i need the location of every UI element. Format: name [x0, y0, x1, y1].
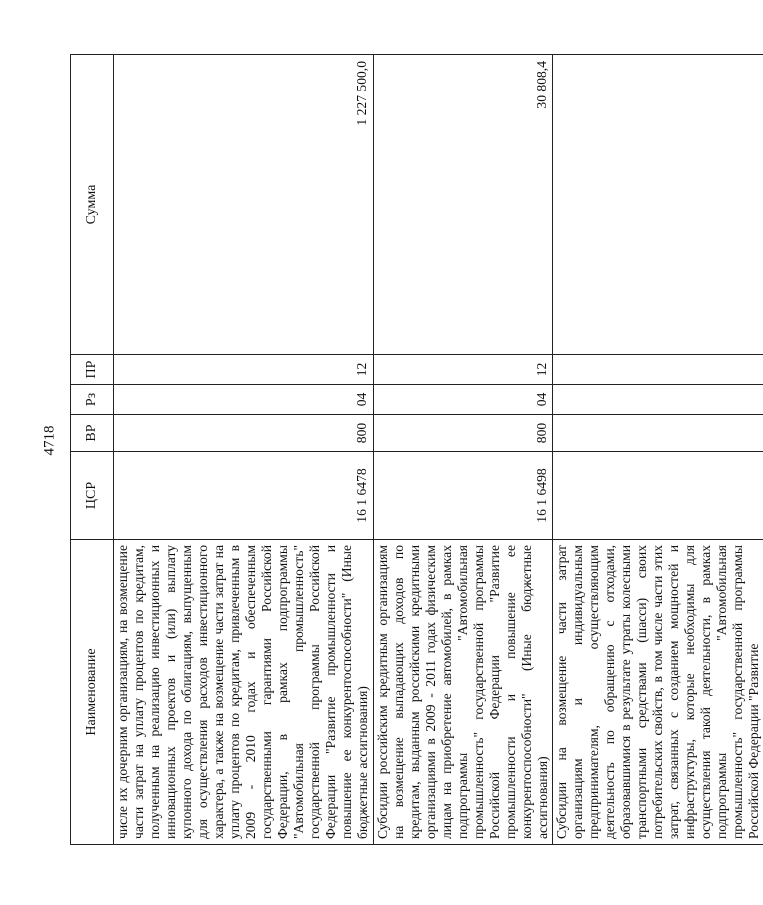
row-rz: 04	[373, 385, 552, 415]
header-csr: ЦСР	[71, 452, 114, 540]
rotated-page	[70, 55, 762, 845]
row-vr: 800	[114, 415, 374, 452]
header-name: Наименование	[71, 540, 114, 845]
budget-table	[70, 54, 763, 845]
row-sum	[552, 55, 763, 355]
row-pr	[552, 355, 763, 385]
row-pr: 12	[114, 355, 374, 385]
row-rz: 04	[114, 385, 374, 415]
header-pr: ПР	[71, 355, 114, 385]
page-number: 4718	[41, 425, 58, 456]
row-pr: 12	[373, 355, 552, 385]
row-csr: 16 1 6498	[373, 452, 552, 540]
table-header-row	[71, 55, 114, 845]
row-sum: 1 227 500,0	[114, 55, 374, 355]
row-csr	[552, 452, 763, 540]
header-vr: ВР	[71, 415, 114, 452]
row-name: числе их дочерним организациям, на возмещение части затрат на уплату процентов по кредитам, полученным на реализацию инвестиционных и инновационных проектов и (или) выплату купонного дохода по облигациям, выпущенным для осуществления расходов инвестиционного характера, а также на возмещение части затрат на уплату процентов по кредитам, привлеченным в 2009 - 2010 годах и обеспеченным государственными гарантиями Российской Федерации, в рамках подпрограммы "Автомобильная промышленность" государственной программы Российской Федерации "Развитие промышленности и повышение ее конкурентоспособности" (Иные бюджетные ассигнования)	[114, 540, 374, 845]
row-vr	[552, 415, 763, 452]
row-rz	[552, 385, 763, 415]
table-row	[373, 55, 552, 845]
row-sum: 30 808,4	[373, 55, 552, 355]
row-csr: 16 1 6478	[114, 452, 374, 540]
table-row	[552, 55, 763, 845]
row-name: Субсидии на возмещение части затрат организациям и индивидуальным предпринимателям, осуществляющим деятельность по обращению с отходами, образовавшимися в результате утраты колесными транспортными средствами (шасси) своих потребительских свойств, в том числе части этих затрат, связанных с созданием мощностей и инфраструктуры, которые необходимы для осуществления такой деятельности, в рамках подпрограммы "Автомобильная промышленность" государственной программы Российской Федерации "Развитие	[552, 540, 763, 845]
table-row	[114, 55, 374, 845]
row-vr: 800	[373, 415, 552, 452]
row-name: Субсидии российским кредитным организациям на возмещение выпадающих доходов по кредитам, выданным российскими кредитными организациями в 2009 - 2011 годах физическим лицам на приобретение автомобилей, в рамках подпрограммы "Автомобильная промышленность" государственной программы Российской Федерации "Развитие промышленности и повышение ее конкурентоспособности" (Иные бюджетные ассигнования)	[373, 540, 552, 845]
header-sum: Сумма	[71, 55, 114, 355]
header-rz: Рз	[71, 385, 114, 415]
